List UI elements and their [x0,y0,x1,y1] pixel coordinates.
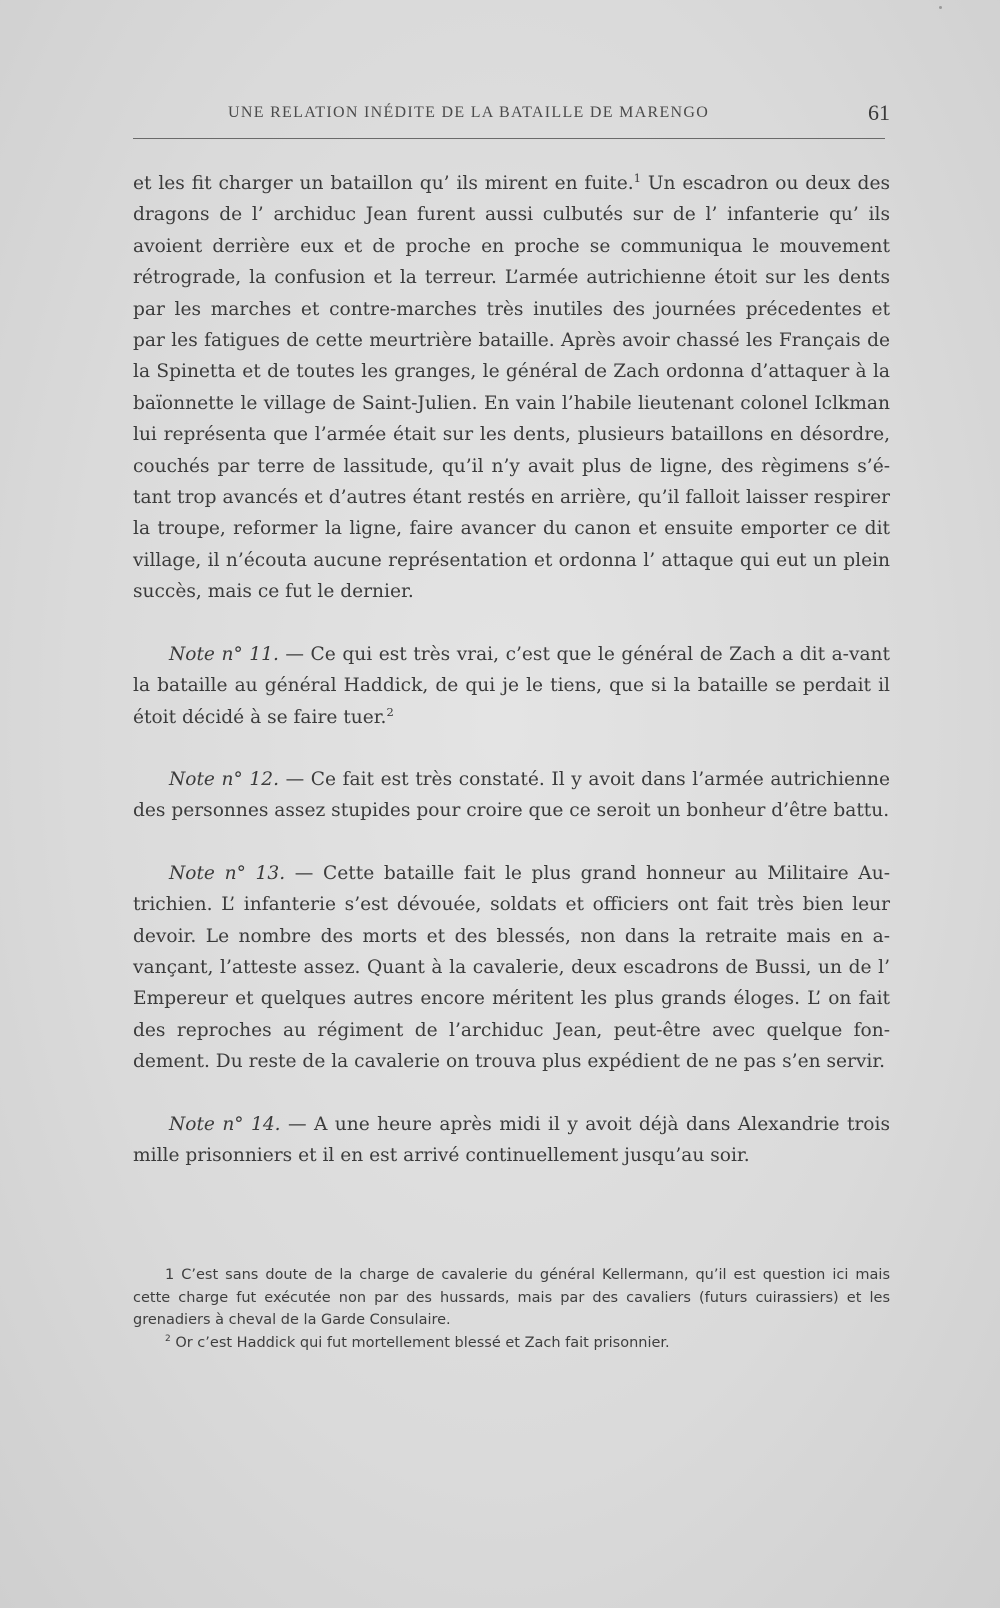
footnote-1-marker: 1 [165,1267,175,1283]
footnote-2-text: Or c’est Haddick qui fut mortellement blessé et Zach fait prisonnier. [170,1334,670,1351]
paragraph-continuation [133,168,890,608]
footnote-2-marker: 2 [165,1333,171,1344]
paragraph-text-end: Un escadron ou deux des dragons de l’ archiduc Jean furent aussi culbutés sur de l’ infanterie qu’ ils avoient derrière eux et de proche en proche se communiqua le mouvement rétrograde, la confusion et la terreur. L’armée autrichienne étoit sur les dents par les marches et contre-marches très inutiles des journées précedentes et par les fatigues de cette meurtrière bataille. Après avoir chassé les Français de la Spinetta et de toutes les granges, le général de Zach ordonna d’attaquer à la baïonnette le village de Saint-Julien. En vain l’habile lieutenant colonel Iclkman lui représenta que l’armée était sur les dents, plusieurs bataillons en désordre, couchés par terre de lassitude, qu’il n’y avait plus de ligne, des règimens s’é-tant trop avancés et d’autres étant restés en arrière, qu’il falloit laisser respirer la troupe, reformer la ligne, faire avancer du canon et ensuite emporter ce dit village, il n’écouta aucune représentation et ordonna l’ attaque qui eut un plein succès, mais ce fut le dernier. [133,173,890,603]
footnote-1 [133,1264,890,1332]
paragraph-gap [133,733,890,764]
running-title: UNE RELATION INÉDITE DE LA BATAILLE DE MARENGO [228,104,710,121]
note-12 [133,764,890,827]
footnote-1-text: C’est sans doute de la charge de cavalerie du général Kellermann, qu’il est question ici mais cette charge fut exécutée non par des hussards, mais par des cavaliers (futurs cuirassiers) et les grenadiers à cheval de la Garde Consulaire. [133,1267,890,1328]
paper-speck [939,6,942,9]
paragraph-text-start: et les fit charger un bataillon qu’ ils mirent en fuite. [133,173,634,194]
paragraph-gap [133,827,890,858]
page-number: 61 [868,100,890,125]
footnotes [133,1264,890,1354]
note-12-label: Note n° 12. [169,768,279,790]
page-header [133,100,890,130]
note-14-text: — A une heure après midi il y avoit déjà dans Alexandrie trois mille prisonniers et il en est arrivé continuellement jusqu’au soir. [133,1113,890,1166]
note-13-label: Note n° 13. [169,862,286,884]
note-11-label: Note n° 11. [169,643,279,665]
footnote-ref-2: 2 [386,704,394,719]
note-11-text: — Ce qui est très vrai, c’est que le général de Zach a dit a-vant la bataille au général Haddick, de qui je le tiens, que si la bataille se perdait il étoit décidé à se faire tuer. [133,643,891,728]
note-13 [133,858,890,1078]
note-11 [133,639,890,733]
footnote-ref-1: 1 [633,170,641,185]
paragraph-gap [133,608,890,639]
header-rule [133,138,885,139]
footnote-2 [133,1332,890,1355]
body-text [133,168,890,1171]
note-14-label: Note n° 14. [169,1113,281,1135]
note-14 [133,1109,890,1172]
note-12-text: — Ce fait est très constaté. Il y avoit dans l’armée autrichienne des personnes assez stupides pour croire que ce seroit un bonheur d’être battu. [133,768,890,822]
paragraph-gap [133,1078,890,1109]
note-13-text: — Cette bataille fait le plus grand honneur au Militaire Au-trichien. L’ infanterie s’est dévouée, soldats et officiers ont fait très bien leur devoir. Le nombre des morts et des blessés, non dans la retraite mais en a-vançant, l’atteste assez. Quant à la cavalerie, deux escadrons de Bussi, un de l’ Empereur et quelques autres encore méritent les plus grands éloges. L’ on fait des reproches au régiment de l’archiduc Jean, peut-être avec quelque fon-dement. Du reste de la cavalerie on trouva plus expédient de ne pas s’en servir. [133,862,890,1073]
